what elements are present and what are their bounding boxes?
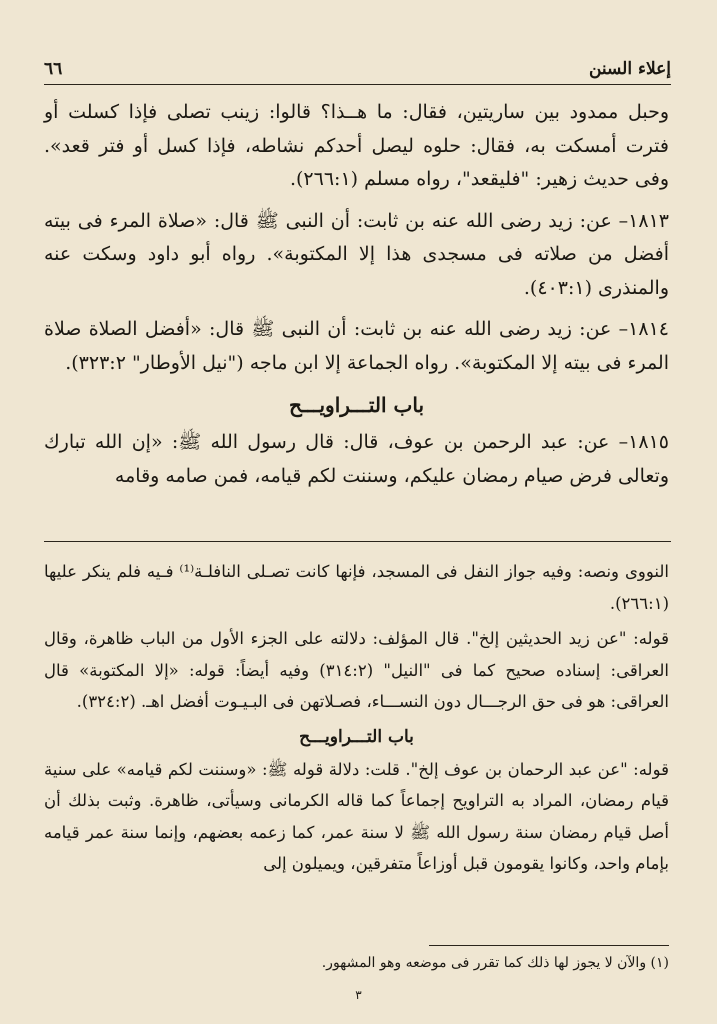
commentary-rule bbox=[44, 541, 671, 542]
main-text bbox=[44, 96, 669, 501]
header-rule bbox=[44, 84, 671, 85]
hadith-1815: ١٨١٥– عن: عبد الرحمن بن عوف، قال: قال رسول الله ﷺ: «إن الله تبارك وتعالى فرض صيام رمضان عليكم، وسننت لكم قيامه، فمن صامه وقامه bbox=[44, 431, 669, 487]
page-number: ٦٦ bbox=[44, 59, 63, 79]
commentary-paragraph: قوله: "عن زيد الحديثين إلخ". قال المؤلف: دلالته على الجزء الأول من الباب ظاهرة، وقال العراقى: إسناده صحيح كما فى "النيل" (٣١٤:٢) وفيه أيضاً: قوله: «إلا المكتوبة» قال العراقى: هو فى حق الرجـــال دون النســـاء، فصـلاتهن فى البـيـوت أفضل اهـ. (٣٢٤:٢). bbox=[44, 629, 669, 711]
footnote: (١) والآن لا يجوز لها ذلك كما تقرر فى موضعه وهو المشهور. bbox=[321, 955, 669, 971]
commentary-paragraph: النووى ونصه: وفيه جواز النفل فى المسجد، فإنها كانت تصـلى النافلـة⁽¹⁾ فـيه فلم ينكر عليها (٢٦٦:١). bbox=[44, 562, 669, 613]
hadith-1813: ١٨١٣– عن: زيد رضى الله عنه بن ثابت: أن النبى ﷺ قال: «صلاة المرء فى بيته أفضل من صلاته فى مسجدى هذا إلا المكتوبة». رواه أبو داود وسكت عنه والمنذرى (٤٠٣:١). bbox=[44, 209, 669, 299]
running-title: إعلاء السنن bbox=[588, 59, 671, 79]
commentary-section-title: باب التـــراويـــح bbox=[299, 726, 414, 747]
main-paragraph: وحبل ممدود بين ساريتين، فقال: ما هــذا؟ قالوا: زينب تصلى فإذا كسلت أو فترت أمسكت به، فقال: حلوه ليصل أحدكم نشاطه، فإذا كسل أو فتر قعد». وفى حديث زهير: "فليقعد"، رواه مسلم (٢٦٦:١). bbox=[44, 101, 669, 190]
page-header bbox=[44, 50, 671, 82]
section-title-taraweeh: باب التـــراويـــح bbox=[288, 393, 425, 417]
commentary-text bbox=[44, 556, 669, 884]
footnote-rule bbox=[429, 945, 669, 946]
page-mark: ٣ bbox=[355, 988, 362, 1002]
commentary-paragraph: قوله: "عن عبد الرحمان بن عوف إلخ". قلت: دلالة قوله ﷺ: «وسننت لكم قيامه» على سنية قيام رمضان، المراد به التراويح إجماعاً كما قاله الكرمانى وسيأتى، ظاهرة. وثبت بذلك أن أصل قيام رمضان سنة رسول الله ﷺ لا سنة عمر، كما زعمه بعضهم، وإنما سنة عمر قيامه بإمام واحد، وكانوا يقومون قبل أوزاعاً متفرقين، ويميلون إلى bbox=[44, 759, 669, 873]
hadith-1814: ١٨١٤– عن: زيد رضى الله عنه بن ثابت: أن النبى ﷺ قال: «أفضل الصلاة صلاة المرء فى بيته إلا المكتوبة». رواه الجماعة إلا ابن ماجه ("نيل الأوطار" ٣٢٣:٢). bbox=[44, 318, 669, 374]
